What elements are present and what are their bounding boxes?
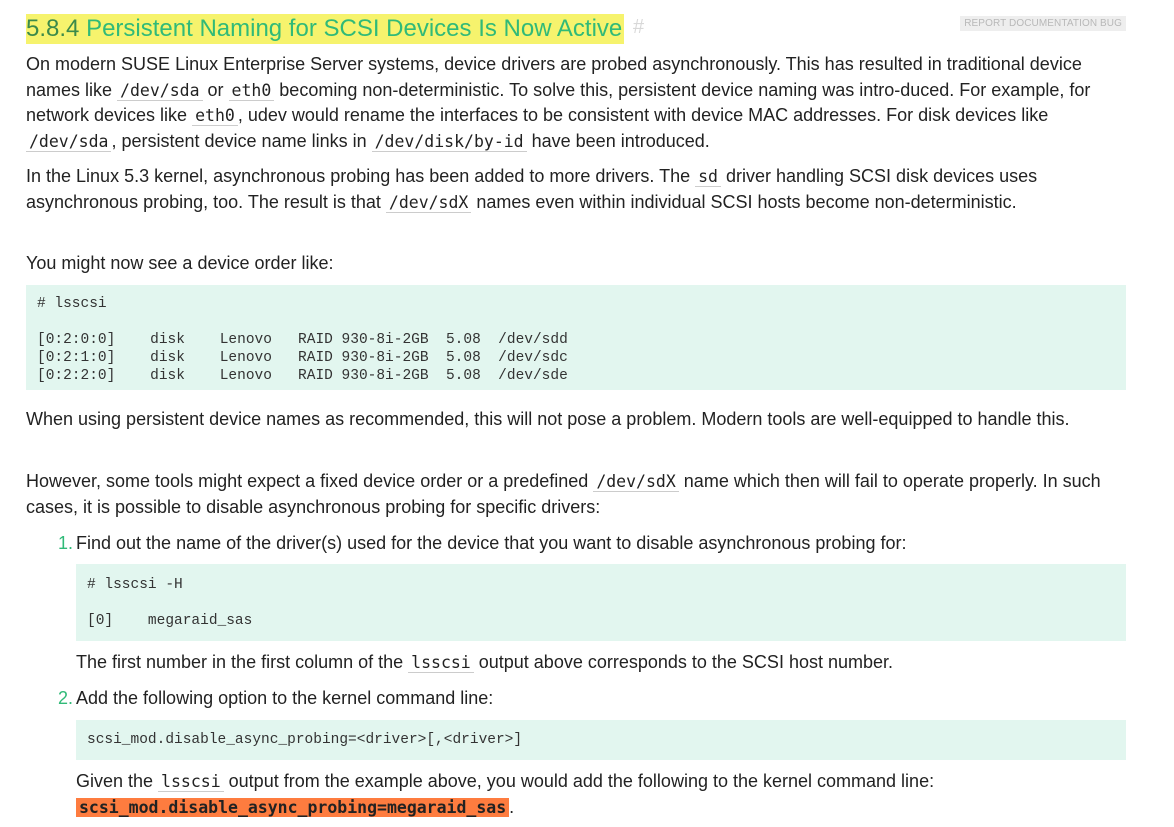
text: or [202, 79, 229, 100]
inline-code: /dev/sdX [386, 193, 471, 213]
intro-paragraph [26, 52, 1126, 154]
report-documentation-bug-button[interactable]: REPORT DOCUMENTATION BUG [960, 16, 1126, 31]
inline-code: sd [695, 167, 721, 187]
text: name which then will fail to operate properly. In such cases, it is possible to disable asynchronous probing for specific drivers: [26, 471, 1101, 517]
highlighted-code: scsi_mod.disable_async_probing=megaraid_sas [76, 798, 509, 817]
inline-code: lsscsi [408, 653, 474, 673]
section-number: 5.8.4 [26, 15, 80, 42]
inline-code: /dev/sdX [593, 472, 678, 492]
inline-code: eth0 [192, 106, 238, 126]
lsscsi-output-codeblock: # lsscsi [0:2:0:0] disk Lenovo RAID 930-8i-2GB 5.08 /dev/sdd [0:2:1:0] disk Lenovo RAID 930-8i-2GB 5.08 /dev/sdc [0:2:2:0] disk Lenovo RAID 930-8i-2GB 5.08 /dev/sde [26, 285, 1126, 390]
inline-code: /dev/sda [26, 132, 111, 152]
persistent-names-paragraph: When using persistent device names as recommended, this will not pose a problem. Modern tools are well-equipped to handle this. [26, 409, 1070, 429]
text: names even within individual SCSI hosts become non-deterministic. [471, 191, 1017, 212]
text: driver handling SCSI disk devices uses asynchronous probing, too. The result is that [26, 166, 1038, 212]
step-text: Find out the name of the driver(s) used for the device that you want to disable asynchronous probing for: [76, 533, 907, 553]
step-note [76, 650, 1126, 676]
kernel-option-codeblock: scsi_mod.disable_async_probing=<driver>[,<driver>] [76, 720, 1126, 760]
text: In the Linux 5.3 kernel, asynchronous probing has been added to more drivers. The [26, 166, 696, 186]
text: output from the example above, you would add the following to the kernel command line: [223, 771, 935, 791]
text: , udev would rename the interfaces to be consistent with device MAC addresses. For disk devices like [237, 105, 1049, 125]
text: becoming non-deterministic. To solve this, persistent device naming was intro-duced. For example, for network devices like [26, 79, 1091, 125]
permalink-anchor[interactable]: # [633, 16, 645, 38]
text: , persistent device name links in [111, 130, 372, 151]
text: . [509, 796, 515, 817]
section-title-text: Persistent Naming for SCSI Devices Is Now Active [86, 15, 623, 42]
text: have been introduced. [526, 130, 710, 151]
text: The first number in the first column of the [76, 652, 409, 672]
kernel-paragraph [26, 164, 1126, 215]
inline-code: /dev/disk/by-id [372, 132, 527, 152]
step-number: 1. [58, 533, 74, 553]
text: Given the [76, 771, 159, 791]
text: output above corresponds to the SCSI host number. [473, 652, 894, 672]
section-title [26, 14, 624, 44]
inline-code: eth0 [229, 81, 275, 101]
inline-code: /dev/sda [117, 81, 202, 101]
documentation-page [26, 0, 1126, 817]
step-text: Add the following option to the kernel command line: [76, 688, 494, 708]
section-heading [26, 0, 1126, 48]
text: However, some tools might expect a fixed device order or a predefined [26, 471, 594, 491]
step-number: 2. [58, 688, 74, 708]
lsscsi-host-codeblock: # lsscsi -H [0] megaraid_sas [76, 564, 1126, 641]
inline-code: lsscsi [158, 772, 224, 792]
tools-paragraph [26, 469, 1126, 520]
step-note [76, 769, 1126, 820]
text: On modern SUSE Linux Enterprise Server systems, device drivers are probed asynchronously. This has resulted in traditional device names like [26, 54, 1082, 100]
device-order-paragraph: You might now see a device order like: [26, 253, 334, 273]
